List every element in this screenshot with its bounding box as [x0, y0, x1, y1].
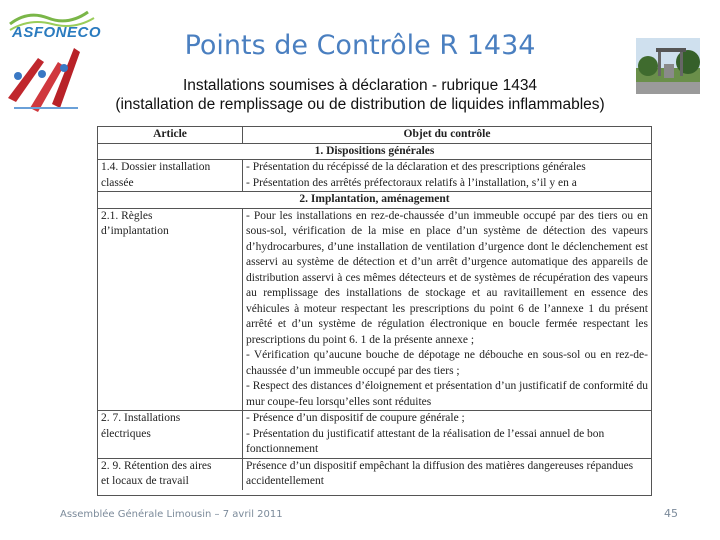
objet-item: - Présentation du récépissé de la déclaration et des prescriptions générales [246, 161, 586, 173]
table-row [98, 160, 651, 192]
article-cell [98, 209, 243, 411]
objet-cell [243, 459, 651, 490]
table-row [98, 209, 651, 412]
objet-item: - Présentation du justificatif attestant de la réalisation de l’essai annuel de bon fonctionnement [246, 427, 605, 455]
subtitle-line-1: Installations soumises à déclaration - rubrique 1434 [182, 77, 538, 94]
objet-item: - Présentation des arrêtés préfectoraux relatifs à l’installation, s’il y en a [246, 176, 577, 189]
objet-item: - Vérification qu’aucune bouche de dépotage ne débouche en sous-sol ou en rez-de-chaussée d’un immeuble occupé par des tiers ; [246, 349, 648, 377]
article-line: 2.1. Règles [101, 209, 153, 222]
objet-cell [243, 160, 651, 191]
page-number: 45 [664, 507, 678, 520]
table-header-row [98, 127, 651, 144]
page-title: Points de Contrôle R 1434 [184, 30, 536, 61]
objet-cell [243, 209, 651, 411]
article-cell [98, 411, 243, 458]
article-cell [98, 459, 243, 490]
section-title: 2. Implantation, aménagement [98, 192, 651, 209]
objet-cell [243, 411, 651, 458]
article-line: 1.4. Dossier installation [101, 161, 211, 173]
article-line: 2. 9. Rétention des aires [101, 459, 212, 472]
footer-text: Assemblée Générale Limousin – 7 avril 2011 [60, 509, 283, 520]
header-objet: Objet du contrôle [403, 128, 491, 140]
header-article: Article [98, 127, 243, 143]
article-cell [98, 160, 243, 191]
article-line: et locaux de travail [101, 475, 189, 487]
objet-item: - Présence d’un dispositif de coupure générale ; [246, 412, 465, 424]
control-table [97, 126, 652, 496]
objet-item: - Pour les installations en rez-de-chaussée d’un immeuble occupé par des tiers ou en sous-sol, vérification de la mise en place d’un système de détection des vapeurs d’hydrocarbures, d’une installation de ventilation d’urgence dont le déclenchement est asservi au système de détection et d’un arrêt d’urgence automatique des appareils de distribution asservi à ces mêmes détecteurs et de systèmes de récupération des vapeurs au remplissage des installations de stockage et au ravitaillement en essence des véhicules à moteur respectant les prescriptions du point 6 de l’annexe 1 du présent arrêté et d’un système de régulation électronique en boucle fermée respectant les prescriptions du point 6. 1 de la présente annexe ; [246, 209, 648, 346]
logo-text: ASFONECO [12, 24, 102, 41]
article-line: 2. 7. Installations [101, 412, 181, 424]
article-line: classée [101, 176, 134, 189]
article-line: électriques [101, 427, 151, 440]
section-title: 1. Dispositions générales [98, 144, 651, 161]
objet-item: - Respect des distances d’éloignement et présentation d’un justificatif de conformité du mur coupe-feu lorsqu’elles sont réduites [246, 380, 648, 408]
table-row [98, 459, 651, 490]
article-line: d’implantation [101, 225, 169, 237]
subtitle-line-2: (installation de remplissage ou de distribution de liquides inflammables) [115, 96, 605, 113]
objet-item: Présence d’un dispositif empêchant la diffusion des matières dangereuses répandues accidentellement [246, 459, 634, 487]
table-row [98, 411, 651, 459]
subtitle [0, 76, 720, 114]
